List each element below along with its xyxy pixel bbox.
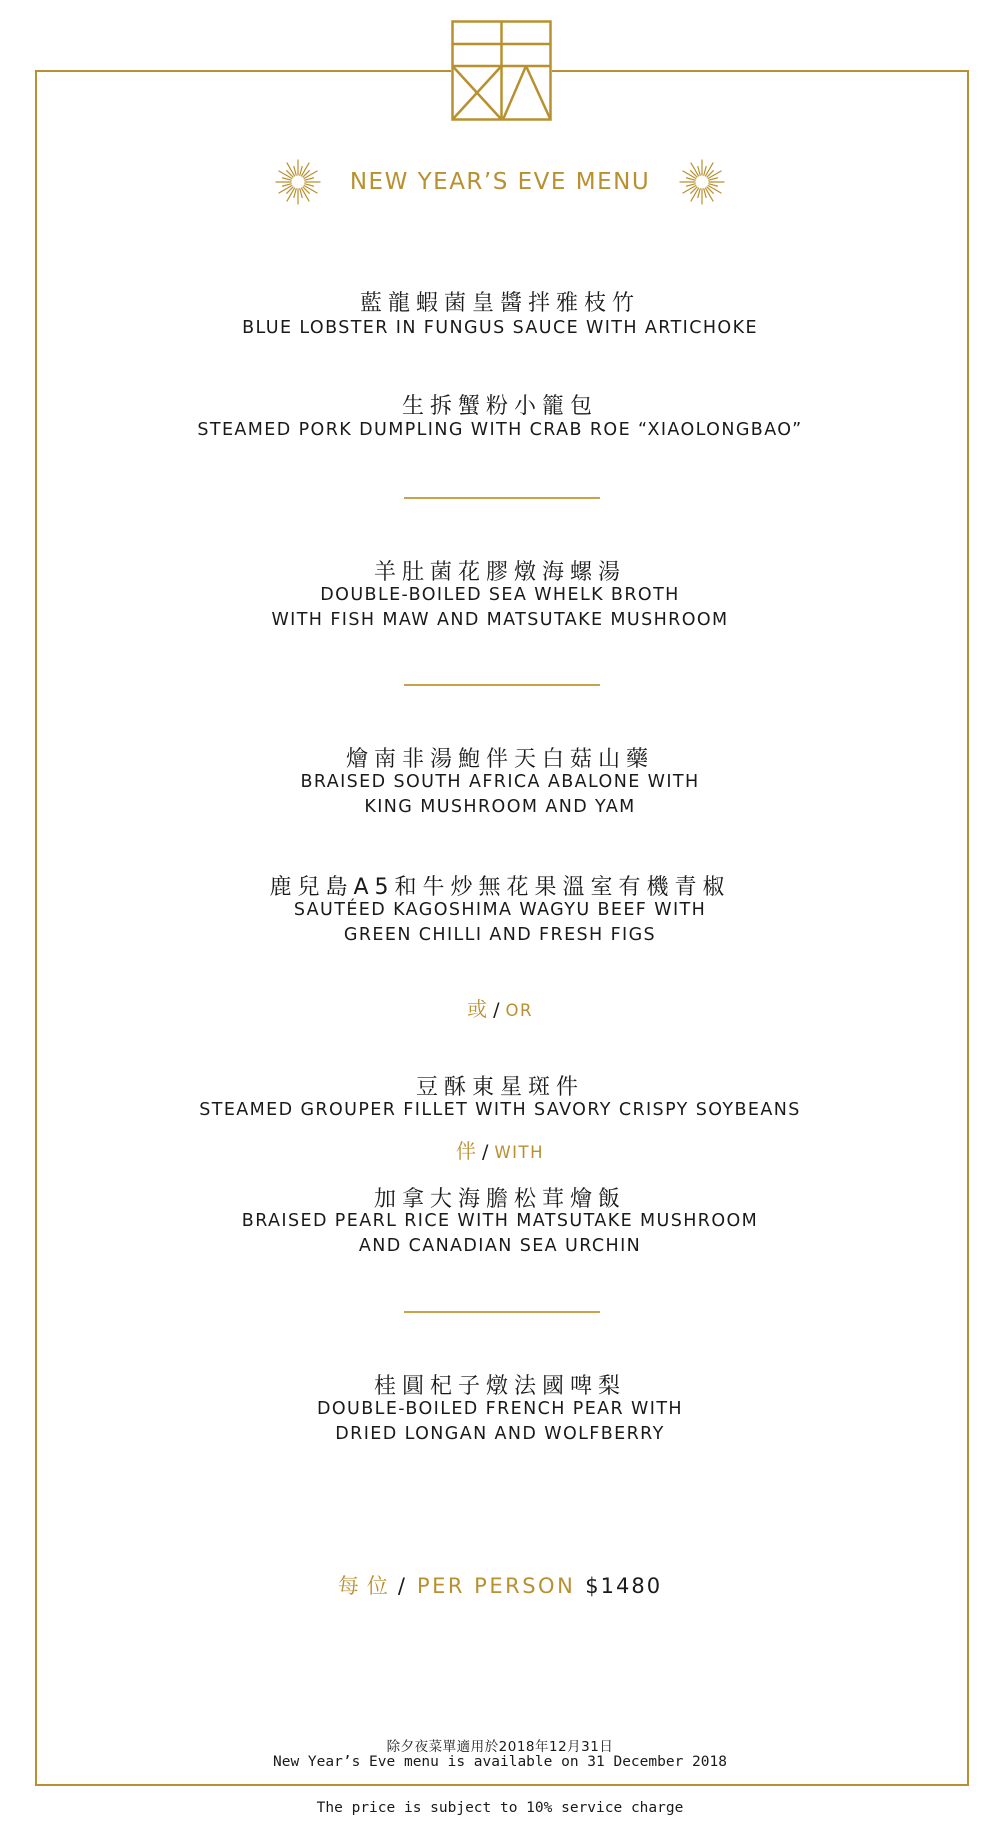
dish-name-en: KING MUSHROOM AND YAM — [364, 797, 636, 817]
sunburst-icon — [678, 158, 726, 206]
dish-name-en: AND CANADIAN SEA URCHIN — [358, 1236, 642, 1256]
dish-name-en: GREEN CHILLI AND FRESH FIGS — [343, 925, 657, 945]
dish-name-en: DOUBLE-BOILED FRENCH PEAR WITH — [317, 1399, 683, 1419]
dish-name-en: DOUBLE-BOILED SEA WHELK BROTH — [320, 585, 680, 605]
dish-name-cn: 加拿大海膽松茸燴飯 — [373, 1187, 626, 1212]
sunburst-icon — [274, 158, 322, 206]
slash-separator: / — [493, 999, 500, 1021]
or-label-cn: 或 — [467, 997, 488, 1021]
section-divider — [404, 497, 600, 499]
dish-name-cn: 生拆蟹粉小籠包 — [401, 394, 598, 419]
slash-separator: / — [397, 1574, 407, 1598]
availability-note-en: New Year’s Eve menu is available on 31 December 2018 — [273, 1754, 727, 1770]
section-divider — [404, 684, 600, 686]
dish-name-en: SAUTÉED KAGOSHIMA WAGYU BEEF WITH — [293, 900, 707, 920]
menu-title: NEW YEAR’S EVE MENU — [349, 169, 651, 195]
dish-name-en: STEAMED GROUPER FILLET WITH SAVORY CRISPY SOYBEANS — [199, 1100, 801, 1120]
dish-name-cn: 藍龍蝦菌皇醬拌雅枝竹 — [359, 291, 640, 316]
slash-separator: / — [481, 1141, 489, 1163]
dish-name-en: WITH FISH MAW AND MATSUTAKE MUSHROOM — [271, 610, 729, 630]
dish-name-en: BLUE LOBSTER IN FUNGUS SAUCE WITH ARTICHOKE — [242, 318, 758, 338]
dish-name-cn: 鹿兒島A5和牛炒無花果溫室有機青椒 — [269, 875, 731, 900]
menu-title-row — [0, 160, 1000, 204]
service-charge-note: The price is subject to 10% service charge — [316, 1800, 684, 1816]
dish-name-cn: 桂圓杞子燉法國啤梨 — [373, 1374, 626, 1399]
with-label-en: WITH — [494, 1143, 545, 1162]
price-amount: $1480 — [585, 1574, 663, 1598]
dish-name-en: BRAISED PEARL RICE WITH MATSUTAKE MUSHROOM — [241, 1211, 759, 1231]
dish-name-en: STEAMED PORK DUMPLING WITH CRAB ROE “XIAOLONGBAO” — [197, 420, 803, 440]
dish-name-cn: 豆酥東星斑件 — [415, 1075, 584, 1100]
with-connector — [0, 1135, 1000, 1164]
or-label-en: OR — [505, 1001, 533, 1020]
dish-name-en: BRAISED SOUTH AFRICA ABALONE WITH — [300, 772, 700, 792]
availability-note-cn: 除夕夜菜單適用於2018年12月31日 — [386, 1739, 614, 1755]
restaurant-logo-icon — [451, 20, 552, 121]
dish-name-cn: 羊肚菌花膠燉海螺湯 — [373, 560, 626, 585]
dish-name-en: DRIED LONGAN AND WOLFBERRY — [335, 1424, 665, 1444]
with-label-cn: 伴 — [455, 1139, 476, 1163]
dish-name-cn: 燴南非湯鮑伴天白菇山藥 — [345, 747, 654, 772]
price-line — [0, 1570, 1000, 1600]
price-label-en: PER PERSON — [416, 1574, 576, 1598]
price-label-cn: 每位 — [337, 1574, 396, 1598]
section-divider — [404, 1311, 600, 1313]
or-connector — [0, 993, 1000, 1022]
